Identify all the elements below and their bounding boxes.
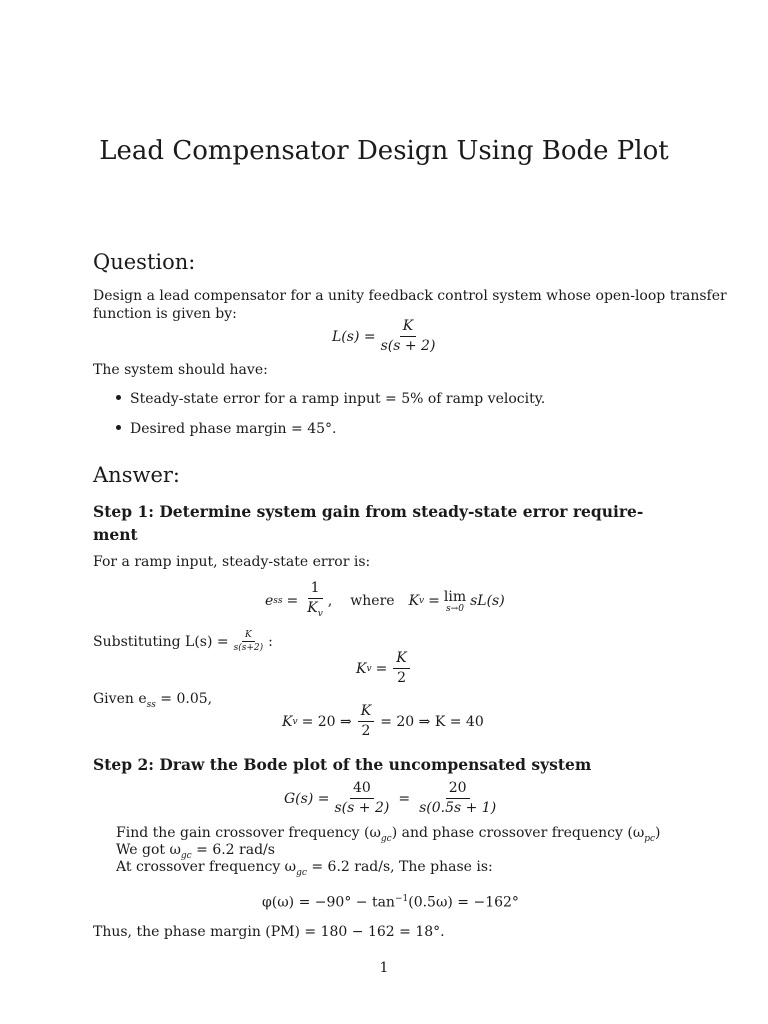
requirement-bullet-1 bbox=[116, 391, 545, 407]
bullet-dot bbox=[116, 395, 121, 400]
line1-sub2: pc bbox=[644, 833, 656, 844]
line2-post: = 6.2 rad/s bbox=[191, 842, 275, 858]
result-numerator: K bbox=[358, 703, 374, 722]
phase-pre: φ(ω) = −90° − tan bbox=[262, 894, 395, 911]
substituting-text: Substituting L(s) = bbox=[93, 633, 229, 650]
g-equals: = bbox=[398, 790, 411, 807]
line1-sub1: gc bbox=[380, 833, 392, 844]
kv-symbol: K bbox=[408, 593, 420, 610]
step1-heading-line1: Step 1: Determine system gain from steady-state error require- bbox=[93, 502, 644, 521]
g-denominator-2: s(0.5s + 1) bbox=[419, 800, 497, 816]
question-intro-line1: Design a lead compensator for a unity feedback control system whose open-loop transfer bbox=[93, 288, 727, 304]
lim-word: lim bbox=[443, 588, 467, 605]
eq-fraction bbox=[378, 318, 439, 355]
gain-result-equation: K v = 20 ⇒ $\frac{K}{2}$ = 20 ⇒ K = 40 bbox=[282, 703, 484, 739]
subst-fraction bbox=[231, 630, 267, 653]
g-fraction-2 bbox=[416, 780, 499, 817]
bullet-text: Steady-state error for a ramp input = 5% of ramp velocity. bbox=[130, 391, 546, 407]
substituting-line bbox=[93, 630, 273, 653]
g-fraction-1 bbox=[331, 780, 392, 817]
requirements-intro: The system should have: bbox=[93, 362, 268, 378]
step2-heading: Step 2: Draw the Bode plot of the uncompensated system bbox=[93, 755, 592, 774]
ess-den-k: K bbox=[307, 600, 318, 616]
eq-numerator: K bbox=[400, 318, 416, 337]
result-lhs: = 20 ⇒ bbox=[301, 713, 352, 730]
ess-numerator: 1 bbox=[308, 580, 323, 599]
subst-numerator: K bbox=[242, 630, 255, 642]
kv-subscript: v bbox=[419, 596, 425, 607]
result-denominator: 2 bbox=[361, 723, 371, 739]
given-rhs: = 0.05, bbox=[155, 691, 213, 707]
given-subscript: ss bbox=[146, 699, 156, 710]
kv-numerator: K bbox=[393, 650, 409, 669]
open-loop-equation bbox=[332, 318, 440, 355]
line2-sub: gc bbox=[180, 850, 192, 861]
bullet-dot bbox=[116, 425, 121, 430]
ess-equation: e ss = $\frac{1}{K_v}$ , where K v = lim s→0 sL(s) bbox=[265, 580, 505, 623]
ess-subscript: ss bbox=[273, 596, 283, 607]
g-lhs: G(s) = bbox=[284, 790, 330, 807]
requirement-bullet-2 bbox=[116, 421, 336, 437]
g-equation bbox=[284, 780, 501, 817]
page-number: 1 bbox=[379, 960, 389, 976]
ess-den-sub: v bbox=[317, 608, 323, 619]
eq-denominator: s(s + 2) bbox=[380, 338, 436, 354]
line1-part1: Find the gain crossover frequency (ω bbox=[116, 825, 381, 841]
given-text: Given e bbox=[93, 691, 147, 707]
line1-end: ) bbox=[655, 825, 661, 841]
answer-heading: Answer: bbox=[93, 463, 180, 487]
line2-pre: We got ω bbox=[116, 842, 181, 858]
ess-symbol: e bbox=[265, 593, 274, 610]
phase-sup: −1 bbox=[394, 894, 409, 904]
subst-denominator: s(s+2) bbox=[233, 643, 264, 653]
line3-post: = 6.2 rad/s, The phase is: bbox=[306, 859, 493, 875]
g-denominator-1: s(s + 2) bbox=[334, 800, 390, 816]
question-intro-line2: function is given by: bbox=[93, 306, 237, 322]
kv-equation: K v = $\frac{K}{2}$ bbox=[356, 650, 412, 687]
limit-operator bbox=[444, 589, 466, 614]
bullet-text: Desired phase margin = 45°. bbox=[130, 421, 337, 437]
step1-heading-line2: ment bbox=[93, 525, 138, 544]
lim-subscript: s→0 bbox=[446, 603, 464, 614]
lim-expression: sL(s) bbox=[470, 593, 505, 610]
phase-equation bbox=[262, 890, 519, 912]
g-numerator-2: 20 bbox=[446, 780, 470, 799]
step2-line3 bbox=[116, 858, 493, 882]
phase-post: (0.5ω) = −162° bbox=[408, 894, 519, 911]
page-title: Lead Compensator Design Using Bode Plot bbox=[99, 136, 669, 166]
step1-text1: For a ramp input, steady-state error is: bbox=[93, 554, 371, 570]
subst-colon: : bbox=[268, 633, 273, 650]
kv-denominator: 2 bbox=[397, 670, 406, 686]
given-line bbox=[93, 690, 212, 714]
eq-lhs: L(s) = bbox=[332, 328, 376, 345]
where-word: where bbox=[350, 593, 395, 610]
line1-mid: ) and phase crossover frequency (ω bbox=[391, 825, 645, 841]
ess-fraction bbox=[304, 580, 326, 623]
line3-sub: gc bbox=[296, 867, 307, 878]
kv-fraction bbox=[393, 650, 409, 687]
g-numerator-1: 40 bbox=[350, 780, 374, 799]
phase-margin-text: Thus, the phase margin (PM) = 180 − 162 = 18°. bbox=[93, 924, 445, 940]
question-heading: Question: bbox=[93, 250, 196, 274]
result-fraction bbox=[358, 703, 374, 740]
result-rhs: = 20 ⇒ K = 40 bbox=[380, 713, 484, 730]
line3-pre: At crossover frequency ω bbox=[116, 859, 297, 875]
